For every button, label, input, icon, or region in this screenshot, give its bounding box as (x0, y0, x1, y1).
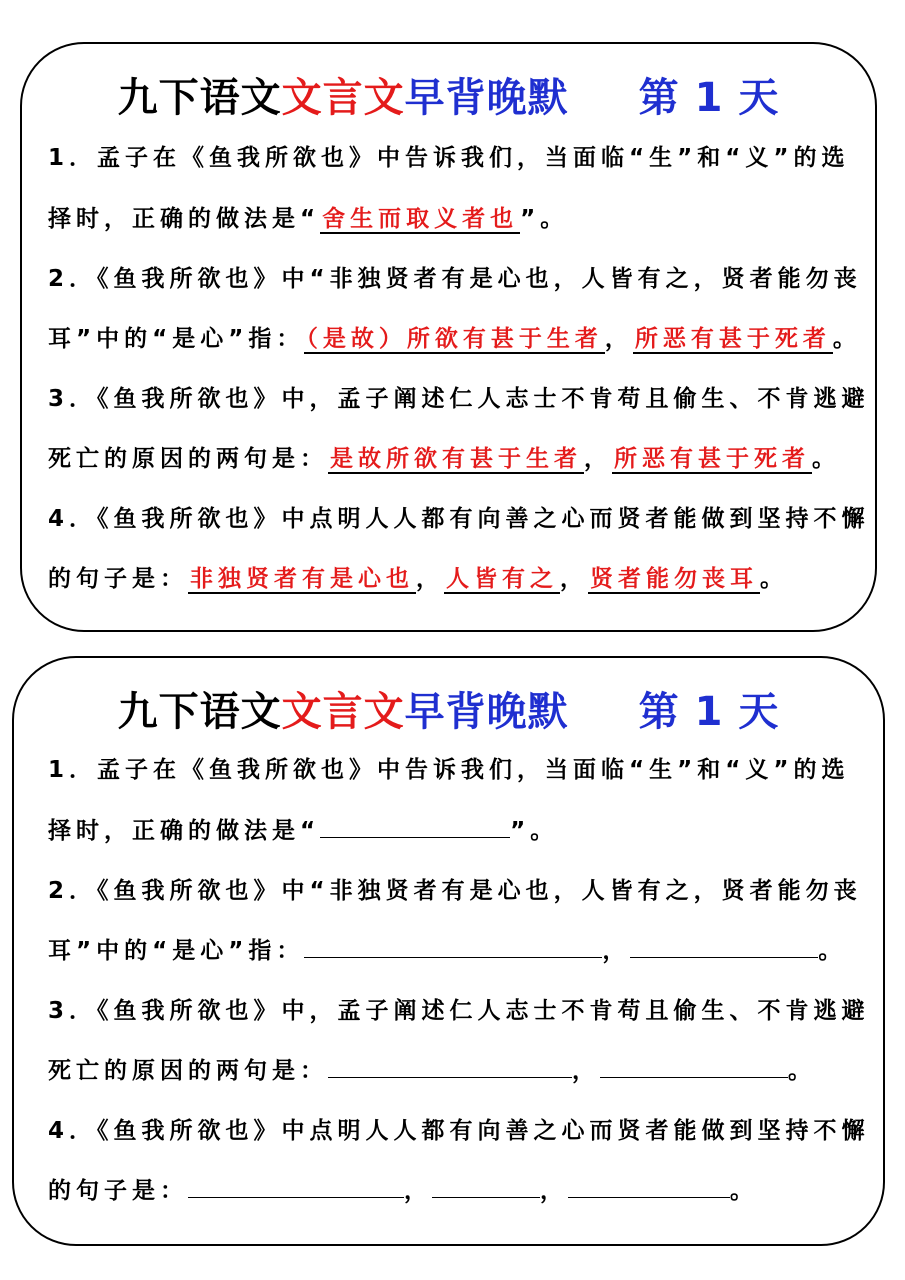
title-black: 九下语文 (117, 689, 282, 735)
card-title (14, 680, 883, 737)
q2-separator: ， (602, 938, 631, 964)
q3-line2 (48, 1052, 816, 1085)
q1-line1: 1．孟子在《鱼我所欲也》中告诉我们，当面临“生”和“义”的选 (48, 757, 850, 783)
q1-blank[interactable] (320, 819, 510, 838)
title-blue: 早背晚默 (404, 689, 569, 735)
card-title (22, 66, 875, 123)
title-red: 文言文 (281, 689, 405, 735)
q3-line1: 3．《鱼我所欲也》中，孟子阐述仁人志士不肯苟且偷生、不肯逃避 (48, 998, 870, 1024)
q2-prefix: 耳”中的“是心”指： (48, 326, 305, 352)
q4-blank-3[interactable] (568, 1179, 730, 1198)
q1-line2 (48, 812, 558, 845)
q3-separator: ， (572, 1058, 600, 1084)
q3-blank-2[interactable] (600, 1059, 788, 1078)
q3-prefix: 死亡的原因的两句是： (48, 446, 328, 472)
q2-line1: 2．《鱼我所欲也》中“非独贤者有是心也，人皆有之，贤者能勿丧 (48, 878, 862, 904)
q1-line2 (48, 200, 568, 233)
q4-suffix: 。 (760, 566, 788, 592)
q4-answer-3: 贤者能勿丧耳 (590, 566, 758, 592)
q1-prefix: 择时，正确的做法是“ (48, 818, 321, 844)
q3-prefix: 死亡的原因的两句是： (48, 1058, 328, 1084)
q3-answer-2: 所恶有甚于死者 (614, 446, 810, 472)
q4-blank-1[interactable] (188, 1179, 404, 1198)
q3-suffix: 。 (812, 446, 840, 472)
q4-separator-2: ， (560, 566, 588, 592)
q2-line2 (48, 320, 861, 353)
q2-blank-2[interactable] (630, 939, 818, 958)
blank-card (12, 656, 885, 1246)
q4-answer-2: 人皆有之 (446, 566, 558, 592)
q1-suffix: ”。 (520, 206, 569, 232)
q1-line1: 1．孟子在《鱼我所欲也》中告诉我们，当面临“生”和“义”的选 (48, 145, 850, 171)
q3-suffix: 。 (788, 1058, 816, 1084)
q2-blank-1[interactable] (304, 939, 602, 958)
q2-answer-2: 所恶有甚于死者 (634, 326, 831, 352)
q2-suffix: 。 (818, 938, 847, 964)
title-blue: 早背晚默 (404, 75, 569, 121)
title-day: 第 1 天 (638, 75, 780, 121)
q3-answer-1: 是故所欲有甚于生者 (330, 446, 582, 472)
q1-suffix: ”。 (510, 818, 559, 844)
q4-line1: 4．《鱼我所欲也》中点明人人都有向善之心而贤者能做到坚持不懈 (48, 506, 870, 532)
q1-prefix: 择时，正确的做法是“ (48, 206, 321, 232)
q3-line1: 3．《鱼我所欲也》中，孟子阐述仁人志士不肯苟且偷生、不肯逃避 (48, 386, 870, 412)
q2-answer-1: （是故）所欲有甚于生者 (306, 326, 603, 352)
q4-suffix: 。 (730, 1178, 758, 1204)
title-day: 第 1 天 (638, 689, 780, 735)
q4-separator-1: ， (416, 566, 444, 592)
q4-line2 (48, 560, 788, 593)
q4-line2 (48, 1172, 758, 1205)
q1-answer: 舍生而取义者也 (322, 206, 519, 232)
q2-prefix: 耳”中的“是心”指： (48, 938, 305, 964)
q2-line2 (48, 932, 846, 965)
q3-separator: ， (584, 446, 612, 472)
q4-prefix: 的句子是： (48, 1178, 188, 1204)
q4-blank-2[interactable] (432, 1179, 540, 1198)
q3-blank-1[interactable] (328, 1059, 572, 1078)
q4-line1: 4．《鱼我所欲也》中点明人人都有向善之心而贤者能做到坚持不懈 (48, 1118, 870, 1144)
q4-prefix: 的句子是： (48, 566, 188, 592)
q2-line1: 2．《鱼我所欲也》中“非独贤者有是心也，人皆有之，贤者能勿丧 (48, 266, 862, 292)
q4-separator-2: ， (540, 1178, 568, 1204)
q2-separator: ， (604, 326, 633, 352)
q3-line2 (48, 440, 840, 473)
q4-separator-1: ， (404, 1178, 432, 1204)
q4-answer-1: 非独贤者有是心也 (190, 566, 414, 592)
q2-suffix: 。 (832, 326, 861, 352)
answer-card (20, 42, 877, 632)
title-black: 九下语文 (117, 75, 282, 121)
title-red: 文言文 (281, 75, 405, 121)
